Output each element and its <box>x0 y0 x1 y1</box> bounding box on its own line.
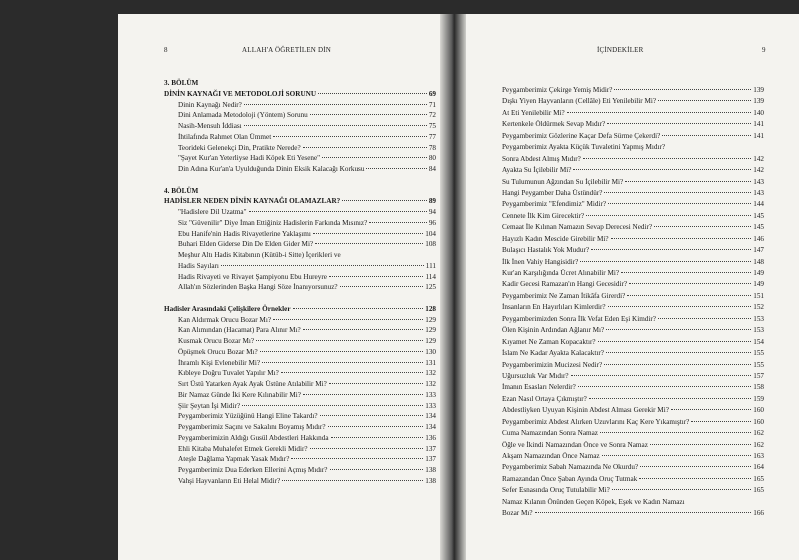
toc-entry <box>502 142 764 153</box>
toc-entry-title: Hadisler Arasındaki Çelişkilere Örnekler <box>164 304 291 313</box>
dot-leader <box>604 364 751 365</box>
toc-entry <box>164 261 436 272</box>
toc-entry-title: Öğle ve İkindi Namazından Önce ve Sonra Namaz <box>502 440 648 449</box>
toc-entry-page: 138 <box>425 466 436 474</box>
toc-entry-title: Kan Aldırmak Orucu Bozar Mı? <box>178 315 272 324</box>
toc-entry-page: 129 <box>425 337 436 345</box>
toc-entry-title: "Hadislere Dil Uzatma" <box>178 208 247 216</box>
toc-entry-page: 89 <box>428 197 436 206</box>
toc-entry-page: 141 <box>753 131 764 140</box>
toc-entry <box>502 314 764 325</box>
toc-entry-title: Cennete İlk Kim Girecektir? <box>502 211 585 220</box>
toc-entry-title: Dini Anlamada Metodoloji (Yöntem) Sorunu <box>178 111 308 120</box>
toc-entry <box>502 257 764 268</box>
dot-leader <box>303 394 423 395</box>
toc-entry <box>164 325 436 336</box>
dot-leader <box>658 318 751 319</box>
dot-leader <box>328 426 424 427</box>
toc-entry <box>502 497 764 508</box>
toc-entry-title: Uğursuzluk Var Mıdır? <box>502 371 569 380</box>
section-label: 4. BÖLÜM <box>164 186 199 195</box>
toc-entry-page: 75 <box>428 122 436 130</box>
toc-entry <box>164 143 436 154</box>
toc-entry <box>502 119 764 130</box>
toc-entry-page: 145 <box>753 223 764 232</box>
toc-entry-page: 132 <box>425 380 436 388</box>
toc-entry <box>502 325 764 336</box>
dot-leader <box>598 341 752 342</box>
dot-leader <box>310 448 424 449</box>
toc-entry-page: 111 <box>425 261 436 270</box>
toc-entry <box>502 371 764 382</box>
dot-leader <box>608 306 752 307</box>
dot-leader <box>342 200 427 201</box>
toc-entry-title: Peygamberimiz Ayakta Küçük Tuvaletini Yapmış Mıdır? <box>502 143 666 152</box>
toc-entry <box>502 234 764 245</box>
toc-entry-title: Ölen Kişinin Ardından Ağlanır Mı? <box>502 326 605 335</box>
toc-entry <box>502 337 764 348</box>
toc-entry-page: 84 <box>428 165 436 173</box>
toc-entry-page: 139 <box>753 97 764 106</box>
toc-entry <box>502 474 764 485</box>
toc-entry-page: 131 <box>425 358 436 367</box>
toc-entry-title: Peygamberimizin Aldığı Gusül Abdestleri Hakkında <box>178 433 329 442</box>
toc-entry <box>502 485 764 496</box>
toc-entry-title: Ezan Nasıl Ortaya Çıkmıştır? <box>502 394 587 403</box>
dot-leader <box>329 383 423 384</box>
dot-leader <box>625 181 751 182</box>
dot-leader <box>621 272 751 273</box>
toc-entry-page: 143 <box>753 177 764 186</box>
toc-entry <box>502 165 764 176</box>
toc-entry-page: 159 <box>753 394 764 403</box>
toc-entry-page: 130 <box>425 347 436 356</box>
toc-entry-title: Kusmak Orucu Bozar Mı? <box>178 337 255 345</box>
toc-entry <box>502 211 764 222</box>
toc-entry-page: 77 <box>428 132 436 141</box>
toc-entry-page: 137 <box>425 444 436 453</box>
dot-leader <box>629 283 751 284</box>
dot-leader <box>658 100 751 101</box>
toc-entry-title: Hadis Rivayeti ve Rivayet Şampiyonu Ebu Hureyre <box>178 272 327 281</box>
toc-entry-page: 155 <box>753 360 764 369</box>
toc-entry-page: 152 <box>753 303 764 312</box>
toc-entry <box>164 358 436 369</box>
toc-entry-title: Hayızlı Kadın Mescide Girebilir Mi? <box>502 234 609 243</box>
toc-entry <box>164 218 436 229</box>
toc-entry-page: 137 <box>425 455 436 464</box>
dot-leader <box>322 157 427 158</box>
toc-entry-title: Kıyamet Ne Zaman Kopacaktır? <box>502 337 596 346</box>
toc-entry-page: 129 <box>425 315 436 324</box>
dot-leader <box>291 458 423 459</box>
dot-leader <box>256 340 423 341</box>
toc-entry-page: 141 <box>753 120 764 129</box>
toc-entry <box>502 451 764 462</box>
dot-leader <box>627 295 751 296</box>
toc-entry-page: 69 <box>428 89 436 98</box>
dot-leader <box>282 480 423 481</box>
toc-entry <box>502 268 764 279</box>
toc-entry <box>502 428 764 439</box>
dot-leader <box>650 444 751 445</box>
toc-entry <box>502 131 764 142</box>
toc-entry-title: Şiir Şeytan İşi Midir? <box>178 401 241 410</box>
dot-leader <box>602 455 752 456</box>
dot-leader <box>244 125 427 126</box>
dot-leader <box>612 489 751 490</box>
left-page-number: 8 <box>164 46 168 54</box>
dot-leader <box>607 123 751 124</box>
dot-leader <box>583 158 751 159</box>
toc-entry <box>164 444 436 455</box>
dot-leader <box>639 478 751 479</box>
toc-entry-title: Din Adına Kur'an'a Uyulduğunda Dinin Eksik Kalacağı Korkusu <box>178 165 365 173</box>
dot-leader <box>320 415 424 416</box>
toc-entry <box>164 250 436 261</box>
toc-entry <box>164 422 436 433</box>
toc-entry-page: 104 <box>425 229 436 238</box>
toc-entry <box>164 433 436 444</box>
dot-leader <box>315 243 423 244</box>
dot-leader <box>273 136 427 137</box>
dot-leader <box>578 386 751 387</box>
toc-entry <box>164 476 436 487</box>
toc-entry-title: Peygamberimiz Gözlerine Kaçar Defa Sürme Çekerdi? <box>502 131 661 140</box>
dot-leader <box>313 233 423 234</box>
toc-entry-title: Sefer Esnasında Oruç Tutulabilir Mi? <box>502 486 610 495</box>
toc-entry-title: Ebu Hanife'nin Hadis Rivayetlerine Yaklaşımı <box>178 229 311 238</box>
toc-entry-page: 128 <box>425 304 436 313</box>
toc-entry-page: 80 <box>428 154 436 163</box>
toc-entry-page: 125 <box>425 283 436 292</box>
toc-section-heading <box>164 196 436 207</box>
section-gap <box>164 293 436 304</box>
toc-entry-page: 133 <box>425 390 436 399</box>
dot-leader <box>273 319 423 320</box>
toc-entry <box>164 315 436 326</box>
toc-entry <box>502 188 764 199</box>
toc-entry-page: 157 <box>753 371 764 380</box>
toc-entry <box>164 454 436 465</box>
toc-entry-title: Ehli Kitaba Muhalefet Etmek Gerekli Midir? <box>178 444 308 453</box>
toc-entry <box>502 177 764 188</box>
left-running-title: ALLAH'A ÖĞRETİLEN DİN <box>242 46 332 54</box>
toc-entry <box>164 229 436 240</box>
toc-entry-title: Cuma Namazından Sonra Namaz <box>502 429 598 438</box>
toc-entry-title: Peygamberimizin Mucizesi Nedir? <box>502 360 603 369</box>
toc-entry-page: 139 <box>753 86 764 94</box>
toc-entry-page: 154 <box>753 337 764 346</box>
toc-entry-title: Su Tulumunun Ağzından Su İçilebilir Mi? <box>502 177 624 186</box>
dot-leader <box>662 135 751 136</box>
toc-entry-page: 149 <box>753 280 764 289</box>
toc-entry-title: Cemaat İle Kılınan Namazın Sevap Derecesi Nedir? <box>502 223 653 232</box>
dot-leader <box>331 437 424 438</box>
toc-entry-page: 155 <box>753 349 764 358</box>
section-label: 3. BÖLÜM <box>164 79 199 87</box>
section-gap <box>164 175 436 186</box>
toc-entry-title: İhtilafında Rahmet Olan Ümmet <box>178 132 272 141</box>
toc-entry-page: 158 <box>753 383 764 392</box>
toc-entry-title: Teorideki Gelenekçi Din, Pratikte Nerede? <box>178 143 301 152</box>
toc-entry <box>164 401 436 412</box>
dot-leader <box>369 222 427 223</box>
toc-entry-page: 108 <box>425 240 436 249</box>
toc-entry <box>164 121 436 132</box>
toc-entry-title: At Eti Yenilebilir Mi? <box>502 108 565 117</box>
toc-entry <box>164 110 436 121</box>
toc-entry-title: İhramlı Kişi Evlenebilir Mi? <box>178 358 261 367</box>
toc-entry-title: Bir Namaz Günde İki Kere Kılınabilir Mi? <box>178 390 301 399</box>
toc-entry <box>164 282 436 293</box>
toc-entry <box>164 390 436 401</box>
toc-entry-page: 153 <box>753 314 764 323</box>
toc-entry-page: 94 <box>428 208 436 216</box>
toc-entry <box>164 336 436 347</box>
toc-entry-page: 134 <box>425 412 436 421</box>
dot-leader <box>303 329 423 330</box>
toc-entry-title: Sonra Abdest Almış Mıdır? <box>502 154 581 163</box>
toc-entry-page: 160 <box>753 417 764 426</box>
toc-entry-page: 129 <box>425 326 436 335</box>
toc-entry-page: 149 <box>753 269 764 277</box>
toc-entry <box>502 417 764 428</box>
toc-entry <box>502 108 764 119</box>
dot-leader <box>330 469 424 470</box>
book-gutter <box>440 14 466 560</box>
toc-section-heading <box>164 89 436 100</box>
toc-entry-page: 142 <box>753 154 764 163</box>
dot-leader <box>614 89 751 90</box>
toc-entry-title: İmanın Esasları Nelerdir? <box>502 383 576 392</box>
toc-entry <box>164 239 436 250</box>
toc-entry-title: Peygamberimiz Abdest Alırken Uzuvlarını Kaç Kere Yıkamıştır? <box>502 417 690 426</box>
toc-entry-title: Dışkı Yiyen Hayvanların (Cellâle) Eti Yenilebilir Mi? <box>502 97 657 106</box>
toc-entry-title: Abdestliyken Uyuyan Kişinin Abdest Alması Gerekir Mi? <box>502 406 669 415</box>
toc-entry-title: Nasih-Mensuh İddiası <box>178 122 242 130</box>
dot-leader <box>281 372 423 373</box>
toc-entry-page: 165 <box>753 474 764 483</box>
toc-entry <box>164 465 436 476</box>
toc-entry <box>502 394 764 405</box>
toc-entry-page: 114 <box>425 272 436 281</box>
toc-entry-page: 142 <box>753 166 764 175</box>
dot-leader <box>586 215 751 216</box>
left-page <box>118 14 440 560</box>
toc-entry-page: 78 <box>428 143 436 152</box>
toc-entry <box>502 382 764 393</box>
dot-leader <box>318 93 427 94</box>
toc-entry <box>164 100 436 111</box>
toc-entry <box>164 153 436 164</box>
toc-section-heading <box>164 304 436 315</box>
dot-leader <box>671 409 751 410</box>
toc-entry <box>502 440 764 451</box>
toc-entry <box>164 347 436 358</box>
toc-entry-title: Siz "Güvenilir" Diye İman Ettiğiniz Hadislerin Farkında Mısınız? <box>178 218 368 227</box>
toc-entry-title: Kan Alımından (Hacamat) Para Alınır Mı? <box>178 326 301 335</box>
toc-entry-page: 136 <box>425 433 436 442</box>
dot-leader <box>600 432 751 433</box>
toc-entry <box>502 199 764 210</box>
toc-entry <box>502 360 764 371</box>
toc-entry-title: Buhari Elden Giderse Din De Elden Gider Mi? <box>178 240 314 249</box>
toc-entry-page: 143 <box>753 188 764 197</box>
toc-entry <box>502 222 764 233</box>
toc-entry-page: 133 <box>425 401 436 410</box>
toc-entry-title: Kadir Gecesi Ramazan'ın Hangi Gecesidir? <box>502 280 628 289</box>
toc-entry-title: Ayakta Su İçilebilir Mi? <box>502 166 572 175</box>
dot-leader <box>310 114 427 115</box>
dot-leader <box>329 276 424 277</box>
right-running-title: İÇİNDEKİLER <box>597 46 644 54</box>
dot-leader <box>589 398 751 399</box>
toc-entry-page: 162 <box>753 429 764 438</box>
toc-entry-page: 138 <box>425 476 436 485</box>
toc-entry <box>164 164 436 175</box>
toc-entry <box>164 207 436 218</box>
toc-entry <box>502 279 764 290</box>
dot-leader <box>303 147 427 148</box>
toc-entry-page: 162 <box>753 440 764 449</box>
toc-entry-page: 166 <box>753 509 764 518</box>
dot-leader <box>691 421 751 422</box>
dot-leader <box>221 265 424 266</box>
toc-entry <box>502 302 764 313</box>
toc-entry-title: Hadis Sayıları <box>178 261 219 270</box>
toc-entry-page: 140 <box>753 108 764 117</box>
dot-leader <box>608 203 751 204</box>
toc-entry-page: 71 <box>428 100 436 109</box>
dot-leader <box>260 351 424 352</box>
toc-entry-page: 147 <box>753 246 764 255</box>
toc-entry-title: Peygamberimiz "Efendimiz" Midir? <box>502 200 607 209</box>
toc-entry-title: Ramazandan Önce Şaban Ayında Oruç Tutmak <box>502 474 638 483</box>
dot-leader <box>535 512 752 513</box>
toc-entry-title: Kertenkele Öldürmek Sevap Mıdır? <box>502 120 606 129</box>
toc-entry-title: Akşam Namazından Önce Namaz <box>502 452 600 460</box>
dot-leader <box>606 352 751 353</box>
dot-leader <box>654 226 751 227</box>
right-toc <box>502 85 764 520</box>
dot-leader <box>293 308 424 309</box>
toc-entry <box>164 132 436 143</box>
toc-entry-page: 165 <box>753 486 764 495</box>
toc-entry <box>502 291 764 302</box>
toc-entry-title: Ateşle Dağlama Yapmak Yasak Mıdır? <box>178 455 290 464</box>
toc-entry-page: 160 <box>753 406 764 415</box>
right-page-number: 9 <box>762 46 766 54</box>
toc-entry <box>164 411 436 422</box>
dot-leader <box>573 169 751 170</box>
left-toc <box>164 78 436 487</box>
toc-entry-title: Bozar Mı? <box>502 509 533 518</box>
toc-entry <box>164 272 436 283</box>
toc-entry-title: "Şayet Kur'an Yeterliyse Hadi Köpek Eti Yesene" <box>178 154 321 163</box>
toc-entry <box>502 348 764 359</box>
toc-entry-page: 163 <box>753 452 764 460</box>
toc-entry-title: Kıbleye Doğru Tuvalet Yapılır Mı? <box>178 369 279 378</box>
dot-leader <box>571 375 752 376</box>
toc-entry-page: 132 <box>425 369 436 378</box>
dot-leader <box>567 112 752 113</box>
toc-entry <box>164 368 436 379</box>
dot-leader <box>580 261 751 262</box>
toc-entry-title: Öpüşmek Orucu Bozar Mı? <box>178 347 258 356</box>
toc-entry-page: 72 <box>428 111 436 120</box>
toc-entry-title: Peygamberimiz Sabah Namazında Ne Okurdu? <box>502 463 639 472</box>
toc-entry-title: Peygamberimiz Saçını ve Sakalını Boyamış Mıdır? <box>178 423 326 431</box>
toc-entry-title: HADİSLER NEDEN DİNİN KAYNAĞI OLAMAZLAR? <box>164 197 341 206</box>
toc-entry-page: 148 <box>753 257 764 266</box>
toc-entry-page: 146 <box>753 234 764 243</box>
dot-leader <box>611 238 752 239</box>
toc-entry-title: Vahşi Hayvanların Eti Helal Midir? <box>178 476 281 485</box>
toc-entry-title: Peygamberimiz Dua Ederken Ellerini Açmış Mıdır? <box>178 466 328 474</box>
toc-entry-page: 145 <box>753 211 764 220</box>
toc-entry <box>164 379 436 390</box>
toc-entry-page: 151 <box>753 291 764 300</box>
toc-entry <box>502 96 764 107</box>
toc-entry-title: Namaz Kılanın Önünden Geçen Köpek, Eşek ve Kadın Namazı <box>502 497 685 506</box>
toc-entry-title: Bulaşıcı Hastalık Yok Mudur? <box>502 246 590 255</box>
toc-entry-title: İlk İnen Vahiy Hangisidir? <box>502 257 579 266</box>
toc-entry <box>502 85 764 96</box>
toc-entry-title: Sırt Üstü Yatarken Ayak Ayak Üstüne Atılabilir Mi? <box>178 380 327 388</box>
dot-leader <box>242 405 423 406</box>
toc-entry-page: 153 <box>753 326 764 335</box>
dot-leader <box>604 192 751 193</box>
dot-leader <box>606 329 751 330</box>
toc-entry-title: DİNİN KAYNAĞI VE METODOLOJİ SORUNU <box>164 89 317 98</box>
toc-entry <box>502 405 764 416</box>
dot-leader <box>366 168 426 169</box>
toc-entry-page: 96 <box>428 218 436 227</box>
toc-entry-title: Dinin Kaynağı Nedir? <box>178 100 242 109</box>
dot-leader <box>262 362 423 363</box>
toc-entry-title: Peygamberimizden Sonra İlk Vefat Eden Eşi Kimdir? <box>502 314 656 323</box>
toc-entry-title: Meşhur Altı Hadis Kitabının (Kütüb-i Sitte) İçerikleri ve <box>178 251 341 259</box>
toc-entry <box>502 154 764 165</box>
toc-entry-page: 134 <box>425 423 436 431</box>
toc-entry-page: 144 <box>753 200 764 209</box>
toc-entry-title: Peygamberimiz Çekirge Yemiş Midir? <box>502 86 613 94</box>
toc-entry-title: Peygamberimiz Yüzüğünü Hangi Eline Takardı? <box>178 412 318 421</box>
dot-leader <box>640 466 751 467</box>
toc-entry-title: Allah'ın Sözlerinden Başka Hangi Söze İnanıyorsunuz? <box>178 283 338 292</box>
dot-leader <box>340 286 424 287</box>
toc-entry-title: İslam Ne Kadar Ayakta Kalacaktır? <box>502 349 604 358</box>
toc-entry <box>502 245 764 256</box>
toc-entry <box>502 462 764 473</box>
toc-entry-title: Peygamberimiz Ne Zaman İtikâfa Girerdi? <box>502 291 626 300</box>
dot-leader <box>249 211 427 212</box>
toc-entry-title: Kur'an Karşılığında Ücret Alınabilir Mi? <box>502 269 620 277</box>
toc-entry <box>502 508 764 519</box>
right-page <box>466 14 799 560</box>
toc-entry-title: İnsanların En Hayırlıları Kimlerdir? <box>502 303 606 312</box>
toc-entry-page: 164 <box>753 463 764 472</box>
dot-leader <box>591 249 751 250</box>
dot-leader <box>244 104 427 105</box>
toc-entry-title: Hangi Peygamber Daha Üstündür? <box>502 188 603 197</box>
